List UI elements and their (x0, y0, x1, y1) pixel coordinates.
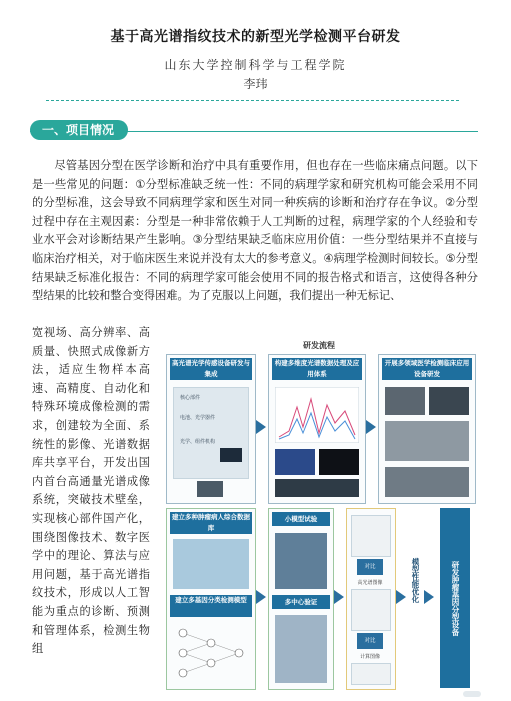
article-title: 基于高光谱指纹技术的新型光学检测平台研发 (110, 29, 401, 45)
sensor-flow-panel (173, 387, 249, 479)
box-data-processing (268, 354, 366, 504)
box-small-model-title: 小模型试验 (272, 512, 330, 526)
equipment-image-2 (429, 387, 469, 415)
box-database-title: 建立多种肿瘤病人综合数据库 (172, 513, 250, 532)
final-device-bar: 研发肿瘤基因分型设备 (440, 508, 470, 688)
device-image (197, 481, 223, 497)
box-comparison (346, 508, 396, 690)
result-panel (351, 663, 391, 685)
arrow-right-1 (256, 420, 266, 434)
author: 李玮 (243, 77, 268, 91)
figure-title: 研发流程 (303, 341, 335, 350)
equipment-image-1 (385, 387, 425, 415)
arrow-right-4 (334, 590, 344, 604)
camera-image (220, 448, 242, 462)
flow-label-core: 核心部件 (180, 395, 201, 401)
box-data-processing-title: 构建多维度光谱数据处理及应用体系 (272, 358, 362, 380)
box-databases (166, 508, 256, 690)
compare-tag-1: 对比 (357, 559, 383, 575)
equipment-image-4 (385, 467, 469, 497)
computed-label: 计算图像 (359, 654, 380, 660)
spectral-panel (351, 589, 391, 631)
spectra-chart (275, 387, 359, 443)
research-flow-figure (158, 340, 480, 690)
box-validation (268, 508, 334, 690)
pcr-panel (351, 515, 391, 557)
institution: 山东大学控制科学与工程学院 (164, 58, 347, 72)
body-paragraph: 尽管基因分型在医学诊断和治疗中具有重要作用，但也存在一些临床痛点问题。以下是一些常见的问题：①分型标准缺乏统一性：不同的病理学家和研究机构可能会采用不同的分型标准，这会导致不同病理学家和医生对同一种疾病的诊断和治疗存在争议。②分型过程中存在主观因素：分型是一种非常依赖于人工判断的过程，病理学家的个人经验和专业水平会对诊断结果产生影响。③分型结果缺乏临床应用价值：一些分型结果并不直接与临床治疗相关，对于临床医生来说并没有太大的参考意义。④病理学检测时间较长。⑤分型结果缺乏标准化报告：不同的病理学家可能会使用不同的报告格式和语言，这使得各种分型结果的比较和整合变得困难。为了克服以上问题，我们提出一种无标记、 (32, 159, 478, 303)
arrow-right-5 (396, 590, 406, 604)
box-sensor-dev-title: 高光谱光学传感设备研发与集成 (172, 359, 250, 378)
box-sensor-dev (166, 354, 256, 504)
arrow-right-6 (424, 590, 434, 604)
compare-tag-2: 对比 (357, 633, 383, 649)
arrow-right-2 (366, 420, 376, 434)
box-multicenter-title: 多中心验证 (272, 595, 330, 609)
body-wrap-text: 宽视场、高分辨率、高质量、快照式成像新方法，适应生物样本高速、高精度、自动化和特殊环境成像检测的需求，创建较为全面、系统性的影像、光谱数据库共享平台，开发出国内首台高通量光谱成像系统，突破技术壁垒，实现核心部件国产化，围绕图像技术、数字医学中的理论、算法与应用问题，基于高光谱指纹技术，形成以人工智能为重点的诊断、预测和管理体系，检测生物组 (32, 326, 150, 656)
box-gene-model-title: 建立多基因分类检测模型 (170, 595, 252, 617)
sample-images-strip (275, 479, 359, 497)
arrow-right-3 (256, 590, 266, 604)
scatter-image (319, 449, 359, 475)
box-clinical-app-title: 开展多领域医学检测临床应用设备研发 (382, 358, 472, 380)
heatmap-image (275, 449, 315, 475)
flow-label-battery: 电池、光学器件 (180, 415, 216, 421)
box-clinical-app (378, 354, 476, 504)
network-diagram (173, 623, 249, 683)
hospital-image (173, 539, 249, 589)
building-image (275, 615, 327, 683)
model-optimization-label: 模型性能优化 (411, 558, 420, 603)
section-heading (30, 124, 478, 138)
title-divider (46, 100, 459, 101)
flow-label-optics: 光学、组件机构 (180, 439, 216, 445)
hyperspectral-label: 高光谱图像 (357, 580, 383, 586)
page-marker (463, 691, 481, 697)
section-label: 一、项目情况 (30, 120, 128, 140)
equipment-image-3 (385, 421, 469, 461)
lab-image (275, 533, 327, 589)
